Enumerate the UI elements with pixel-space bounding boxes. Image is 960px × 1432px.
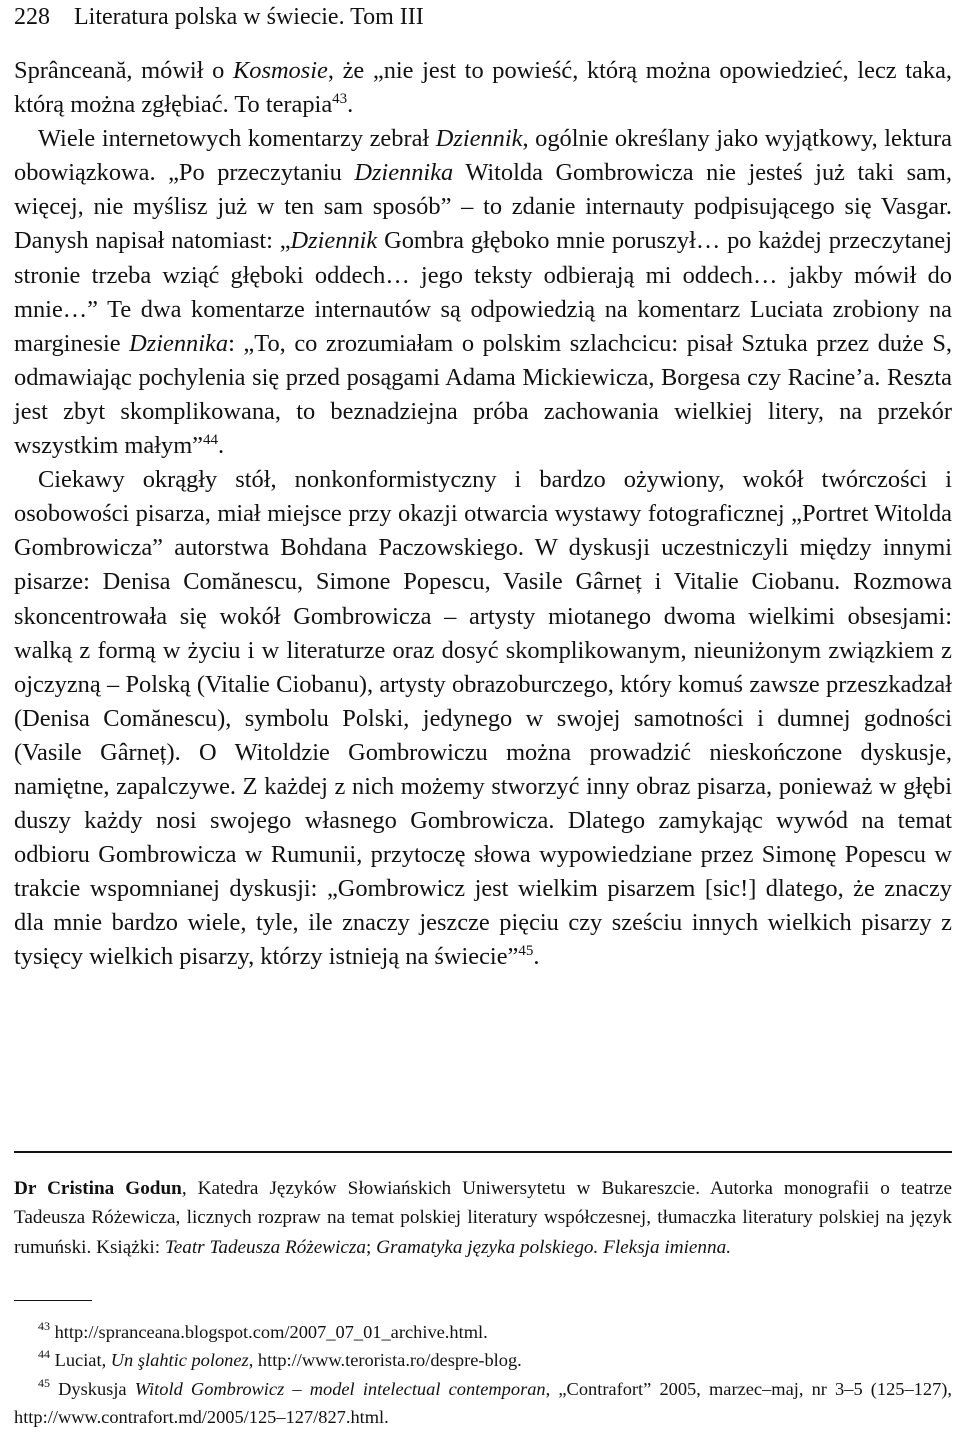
text-run: Gombra głęboko mnie poruszył… po każdej przeczytanej stronie trzeba wziąć głęboki oddech… jego teksty odbierają mi oddech… jakby mówił do mnie…” Te dwa komentarze internautów są odpowiedzią na komentarz Luciata zrobiony na marginesie [14,227,952,357]
footnote-ref-45[interactable]: 45 [518,943,534,960]
italic-title: Witold Gombrowicz – model intelectual contemporan [134,1378,546,1399]
running-title: Literatura polska w świecie. Tom III [74,4,424,30]
footnote-ref-44[interactable]: 44 [203,432,219,449]
italic-title: Dziennika [354,159,454,187]
footnote-45 [14,1375,952,1432]
italic-title: Dziennik [290,227,378,255]
text-run: Witolda Gombrowicza nie jesteś już taki sam, więcej, nie myślisz już w ten sam sposób” – to zdanie internauty podpisującego się Vasgar. Danysh napisał natomiast: „ [14,159,952,255]
separator-rule [14,1151,952,1153]
bio-paragraph [14,1174,952,1262]
body-text [14,54,952,975]
italic-title: Dziennik [435,125,523,153]
footnote-43 [14,1318,952,1346]
text-run: Luciat, [50,1350,111,1371]
text-run: Wiele internetowych komentarzy zebrał [38,125,436,153]
italic-title: Dziennika [129,329,229,357]
text-run: ; [365,1236,377,1258]
page-number: 228 [14,4,50,30]
italic-title: Un şlahtic polonez [110,1350,249,1371]
text-run: , ogólnie określany jako wyjątkowy, lektura obowiązkowa. „Po przeczytaniu [14,125,952,187]
text-run: Sprânceană, mówił o [14,57,233,84]
italic-title: Gramatyka języka polskiego. Fleksja imienna. [376,1236,732,1258]
text-run: , że „nie jest to powieść, którą można opowiedzieć, lecz taka, którą można zgłębiać. To terapia [14,57,953,119]
author-name: Dr Cristina Godun [14,1178,182,1199]
author-bio [14,1174,952,1262]
text-run: Ciekawy okrągły stół, nonkonformistyczny i bardzo ożywiony, wokół twórczości i osobowości pisarza, miał miejsce przy okazji otwarcia wystawy fotograficznej „Portret Witolda Gombrowicza” autorstwa Bohdana Paczowskiego. W dyskusji uczestniczyli między innymi pisarze: Denisa Comănescu, Simone Popescu, Vasile Gârneț i Vitalie Ciobanu. Rozmowa skoncentrowała się wokół Gombrowicza – artysty miotanego dwoma wielkimi obsesjami: walką z formą w życiu i w literaturze oraz dosyć skomplikowanym, nieuniżonym związkiem z ojczyzną – Polską (Vitalie Ciobanu), artysty obrazoburczego, który komuś zawsze przeszkadzał (Denisa Comănescu), symbolu Polski, jedynego w swojej samotności i dumnej godności (Vasile Gârneț). O Witoldzie Gombrowiczu można prowadzić nieskończone dyskusje, namiętne, zapalczywe. Z każdej z nich możemy stworzyć inny obraz pisarza, ponieważ w głębi duszy każdy nosi swojego własnego Gombrowicza. Dlatego zamykając wywód na temat odbioru Gombrowicza w Rumunii, przytoczę słowa wypowiedziane przez Simonę Popescu w trakcie wspomnianej dyskusji: „Gombrowicz jest wielkim pisarzem [sic!] dlatego, że znaczy dla mnie bardzo wiele, tyle, ile znaczy jeszcze pięciu czy sześciu innych wielkich pisarzy z tysięcy wielkich pisarzy, którzy istnieją na świecie” [14,466,952,971]
text-run: . [347,91,354,119]
italic-title: Kosmosie [232,57,328,84]
paragraph-1 [14,54,952,122]
paragraph-3 [14,463,952,974]
footnote-number: 43 [38,1319,50,1333]
running-head [14,2,424,32]
footnote-link[interactable]: , http://www.terorista.ro/despre-blog. [248,1350,522,1371]
text-run: Dyskusja [50,1378,135,1399]
text-run: , Katedra Języków Słowiańskich Uniwersytetu w Bukareszcie. Autorka monografii o teatrze Tadeusza Różewicza, licznych rozpraw na temat polskiej literatury współczesnej, tłumaczka literatury polskiej na język rumuński. Książki: [14,1178,952,1258]
footnote-44 [14,1346,952,1374]
italic-title: Teatr Tadeusza Różewicza [164,1236,366,1258]
footnote-number: 44 [38,1347,50,1362]
text-run: . [218,432,225,460]
footnote-link[interactable]: , „Contrafort” 2005, marzec–maj, nr 3–5 (125–127), http://www.contrafort.md/2005/125–127/827.html. [14,1378,952,1428]
paragraph-2 [14,122,952,463]
footnote-link[interactable]: http://spranceana.blogspot.com/2007_07_01_archive.html. [50,1322,488,1342]
footnotes [14,1318,952,1432]
footnote-number: 45 [38,1375,50,1390]
footnote-ref-43[interactable]: 43 [332,91,348,108]
text-run: : „To, co zrozumiałam o polskim szlachcicu: pisał Sztuka przez duże S, odmawiając pochylenia się przed posągami Adama Mickiewicza, Borgesa czy Racine’a. Reszta jest zbyt skomplikowana, to beznadziejna próba zachowania wielkiej litery, na przekór wszystkim małym” [14,329,952,460]
footnote-rule [14,1300,92,1301]
text-run: . [533,943,540,971]
